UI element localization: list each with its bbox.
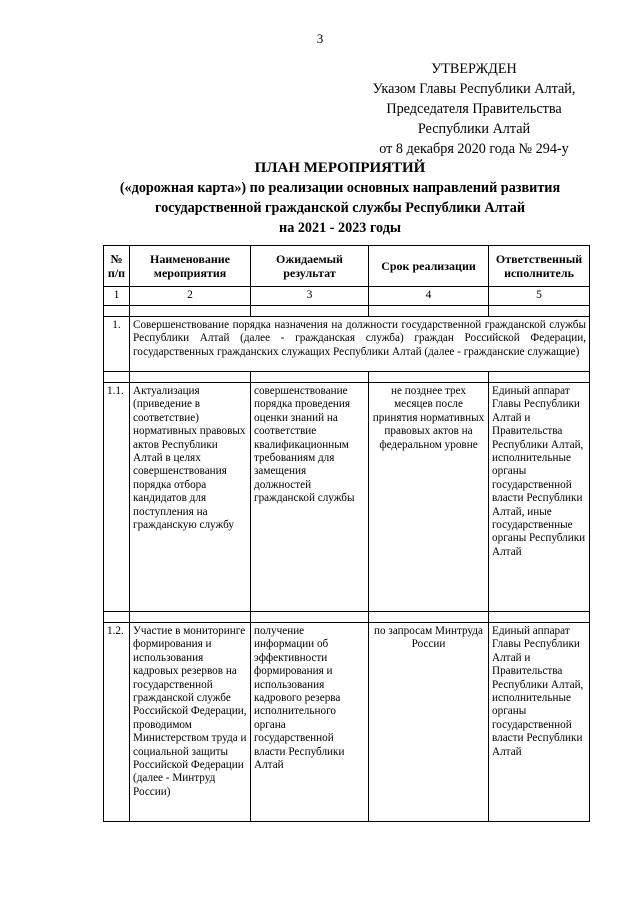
spacer-row bbox=[104, 612, 590, 623]
column-number: 3 bbox=[251, 287, 369, 306]
approval-line: Указом Главы Республики Алтай, bbox=[372, 81, 576, 97]
table-header-row bbox=[104, 246, 590, 287]
column-number: 4 bbox=[369, 287, 489, 306]
header-name: Наименование мероприятия bbox=[130, 246, 251, 287]
spacer-cell bbox=[104, 306, 130, 317]
approval-line: от 8 декабря 2020 года № 294-у bbox=[379, 141, 569, 157]
section-number: 1. bbox=[104, 317, 130, 372]
spacer-cell bbox=[369, 306, 489, 317]
row-number: 1.1. bbox=[104, 383, 130, 612]
header-executor: Ответственный исполнитель bbox=[489, 246, 590, 287]
row-result: получение информации об эффективности формирования и использования кадрового резерва исполнительного органа государственной власти Республики Алтай bbox=[251, 623, 369, 822]
title-line: («дорожная карта») по реализации основных направлений развития bbox=[119, 180, 561, 196]
approval-line: Председателя Правительства bbox=[386, 101, 562, 117]
header-result: Ожидаемый результат bbox=[251, 246, 369, 287]
row-number: 1.2. bbox=[104, 623, 130, 822]
spacer-cell bbox=[251, 372, 369, 383]
document-title bbox=[80, 158, 600, 238]
header-number: № п/п bbox=[104, 246, 130, 287]
title-line: на 2021 - 2023 годы bbox=[279, 220, 401, 236]
plan-table bbox=[103, 245, 590, 822]
spacer-cell bbox=[251, 612, 369, 623]
spacer-cell bbox=[369, 372, 489, 383]
spacer-cell bbox=[130, 612, 251, 623]
spacer-cell bbox=[251, 306, 369, 317]
section-text: Совершенствование порядка назначения на должности государственной гражданской службы Республики Алтай (далее - гражданская служба) граждан Российской Федерации, государственных гражданских служащих Республики Алтай (далее - гражданские служащие) bbox=[130, 317, 590, 372]
column-number: 2 bbox=[130, 287, 251, 306]
approval-heading: УТВЕРЖДЕН bbox=[431, 61, 517, 77]
spacer-cell bbox=[489, 306, 590, 317]
row-executor: Единый аппарат Главы Республики Алтай и Правительства Республики Алтай, исполнительные органы государственной власти Республики Алтай, иные государственные органы Республики Алтай bbox=[489, 383, 590, 612]
approval-line: Республики Алтай bbox=[417, 121, 531, 137]
column-number: 1 bbox=[104, 287, 130, 306]
spacer-cell bbox=[104, 372, 130, 383]
spacer-cell bbox=[489, 612, 590, 623]
title-main: ПЛАН МЕРОПРИЯТИЙ bbox=[254, 160, 426, 176]
row-term: по запросам Минтруда России bbox=[369, 623, 489, 822]
row-executor: Единый аппарат Главы Республики Алтай и Правительства Республики Алтай, исполнительные органы государственной власти Республики Алтай bbox=[489, 623, 590, 822]
table-row bbox=[104, 623, 590, 822]
table-row bbox=[104, 383, 590, 612]
column-number: 5 bbox=[489, 287, 590, 306]
spacer-cell bbox=[130, 306, 251, 317]
section-row bbox=[104, 317, 590, 372]
title-line: государственной гражданской службы Республики Алтай bbox=[155, 200, 525, 216]
column-number-row bbox=[104, 287, 590, 306]
row-result: совершенствование порядка проведения оценки знаний на соответствие квалификационным требованиям для замещения должностей гражданской службы bbox=[251, 383, 369, 612]
spacer-cell bbox=[369, 612, 489, 623]
row-name: Актуализация (приведение в соответствие) нормативных правовых актов Республики Алтай в целях совершенствования порядка отбора кандидатов для поступления на гражданскую службу bbox=[130, 383, 251, 612]
spacer-cell bbox=[130, 372, 251, 383]
spacer-cell bbox=[104, 612, 130, 623]
approval-block bbox=[354, 59, 594, 159]
page-number: 3 bbox=[316, 31, 324, 46]
spacer-row bbox=[104, 372, 590, 383]
row-term: не позднее трех месяцев после принятия нормативных правовых актов на федеральном уровне bbox=[369, 383, 489, 612]
spacer-row bbox=[104, 306, 590, 317]
row-name: Участие в мониторинге формирования и использования кадровых резервов на государственной гражданской службе Российской Федерации, проводимом Министерством труда и социальной защиты Российской Федерации (далее - Минтруд России) bbox=[130, 623, 251, 822]
header-term: Срок реализации bbox=[369, 246, 489, 287]
spacer-cell bbox=[489, 372, 590, 383]
